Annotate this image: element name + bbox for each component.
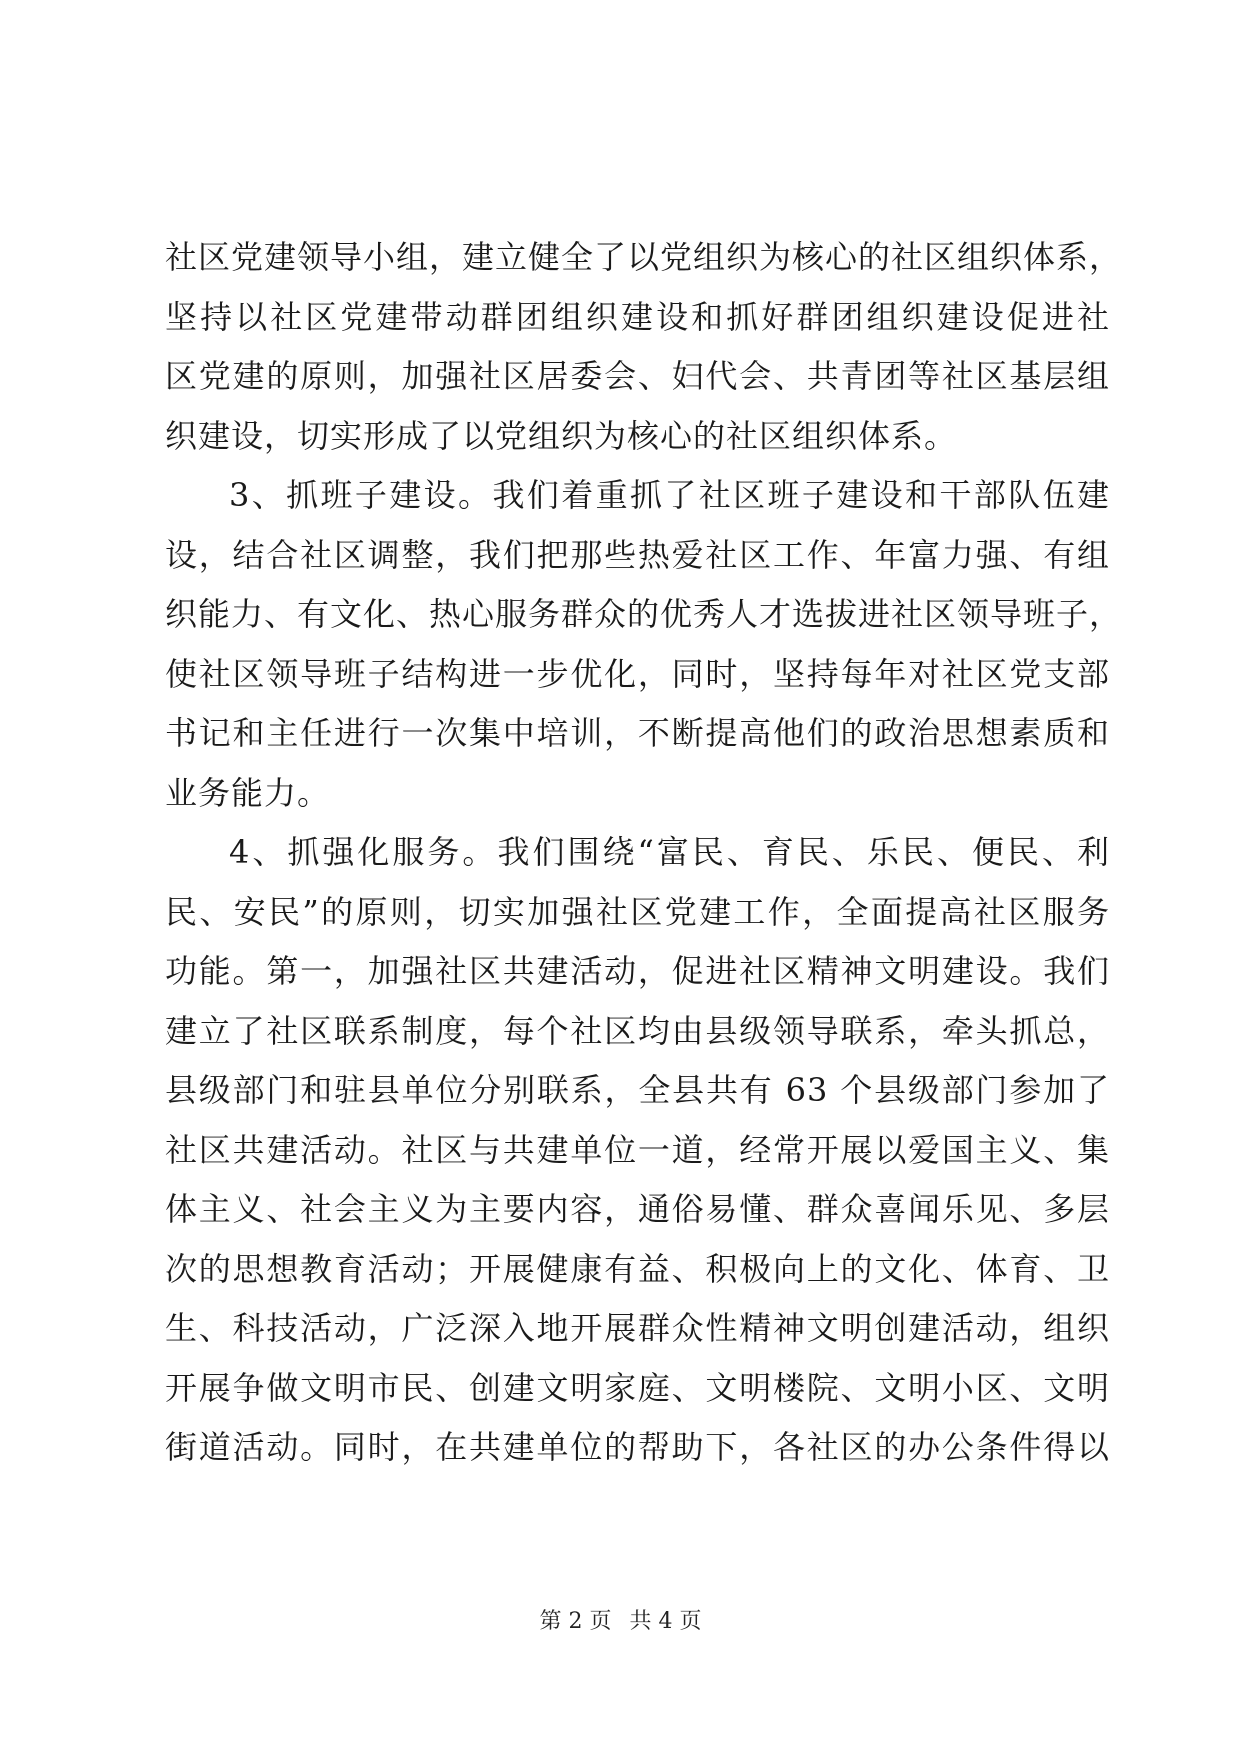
text-line: 设，结合社区调整，我们把那些热爱社区工作、年富力强、有组 <box>165 535 1110 574</box>
page-number-current: 第 2 页 <box>539 1609 612 1634</box>
text-line: 书记和主任进行一次集中培训，不断提高他们的政治思想素质和 <box>165 714 1110 752</box>
text-line: 织建设，切实形成了以党组织为核心的社区组织体系。 <box>165 416 958 455</box>
paragraph-3-first-line: 3、抓班子建设。我们着重抓了社区班子建设和干部队伍建 <box>229 476 1110 514</box>
text-line: 县级部门和驻县单位分别联系，全县共有 63 个县级部门参加了 <box>165 1071 1110 1109</box>
text-line: 织能力、有文化、热心服务群众的优秀人才选拔进社区领导班子， <box>165 595 1123 633</box>
text-line: 次的思想教育活动；开展健康有益、积极向上的文化、体育、卫 <box>165 1249 1110 1288</box>
text-line: 坚持以社区党建带动群团组织建设和抓好群团组织建设促进社 <box>165 297 1110 336</box>
text-line: 民、安民”的原则，切实加强社区党建工作，全面提高社区服务 <box>165 892 1110 931</box>
text-line: 体主义、社会主义为主要内容，通俗易懂、群众喜闻乐见、多层 <box>165 1190 1110 1228</box>
text-line: 使社区领导班子结构进一步优化，同时，坚持每年对社区党支部 <box>165 654 1110 693</box>
text-line: 区党建的原则，加强社区居委会、妇代会、共青团等社区基层组 <box>165 357 1110 395</box>
page-number-total: 共 4 页 <box>629 1609 702 1634</box>
text-line: 生、科技活动，广泛深入地开展群众性精神文明创建活动，组织 <box>165 1309 1110 1347</box>
document-body <box>165 228 1123 1478</box>
text-line: 社区党建领导小组，建立健全了以党组织为核心的社区组织体系， <box>165 238 1123 276</box>
page-footer <box>0 1604 1241 1635</box>
text-line: 开展争做文明市民、创建文明家庭、文明楼院、文明小区、文明 <box>165 1368 1110 1407</box>
text-line: 功能。第一，加强社区共建活动，促进社区精神文明建设。我们 <box>165 952 1110 990</box>
paragraph-4-first-line: 4、抓强化服务。我们围绕“富民、育民、乐民、便民、利 <box>229 833 1110 871</box>
text-line: 建立了社区联系制度，每个社区均由县级领导联系，牵头抓总， <box>165 1011 1110 1050</box>
text-line: 业务能力。 <box>165 773 331 812</box>
text-line: 街道活动。同时，在共建单位的帮助下，各社区的办公条件得以 <box>165 1428 1110 1466</box>
text-line: 社区共建活动。社区与共建单位一道，经常开展以爱国主义、集 <box>165 1130 1110 1169</box>
